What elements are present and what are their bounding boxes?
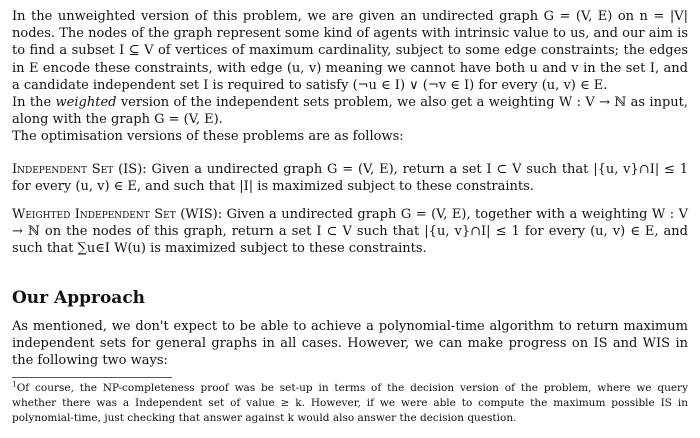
weighted-pre: In the — [12, 95, 56, 111]
is-term: Independent Set — [12, 162, 114, 177]
wis-text: Given a undirected graph G = (V, E), together with a weighting W : V → ℕ on the nodes of this graph, return a set I ⊂ V such that |{u, v}∩I| ≤ 1 for every (u, v) ∈ E, and such that ∑u∈I W(u) is maximized subject to these constraints. — [12, 207, 688, 257]
is-text: Given a undirected graph G = (V, E), return a set I ⊂ V such that |{u, v}∩I| ≤ 1 for every (u, v) ∈ E, and such that |I| is maximized subject to these constraints. — [12, 162, 688, 195]
section-heading: Our Approach — [12, 288, 146, 308]
approach-paragraph: As mentioned, we don't expect to be able to achieve a polynomial-time algorithm to return maximum independent sets for general graphs in all cases. However, we can make progress on IS and WIS in the following two ways: — [12, 319, 688, 369]
definition-is — [12, 161, 688, 195]
footnote — [12, 381, 688, 426]
weighted-word: weighted — [55, 95, 117, 111]
intro-text: In the unweighted version of this problem, we are given an undirected graph G = (V, E) on n = |V| nodes. The nodes of the graph represent some kind of agents with intrinsic value to us, and our aim is to find a subset I ⊆ V of vertices of maximum cardinality, subject to some edge constraints; the edges in E encode these constraints, with edge (u, v) meaning we cannot have both u and v in the set I, and a candidate independent set I is required to satisfy (¬u ∈ I) ∨ (¬v ∈ I) for every (u, v) ∈ E. — [12, 9, 688, 93]
weighted-post: version of the independent sets problem, we also get a weighting W : V → ℕ as input, along with the graph G = (V, E). — [12, 95, 689, 128]
wis-term: Weighted Independent Set — [12, 207, 176, 222]
footnote-text: Of course, the NP-completeness proof was be set-up in terms of the decision version of the problem, where we query whether there was a Independent set of value ≥ k. However, if we were able to compute the maximum possible IS in polynomial-time, just checking that answer against k would also answer the decision question. — [12, 382, 688, 424]
formulations-line: The optimisation versions of these problems are as follows: — [12, 129, 404, 145]
footnote-mark: 1 — [12, 379, 17, 389]
is-abbr: (IS): — [113, 162, 152, 177]
wis-abbr: (WIS): — [175, 207, 227, 222]
footnote-rule — [12, 377, 172, 378]
definition-wis — [12, 206, 688, 258]
intro-paragraph — [12, 8, 688, 146]
